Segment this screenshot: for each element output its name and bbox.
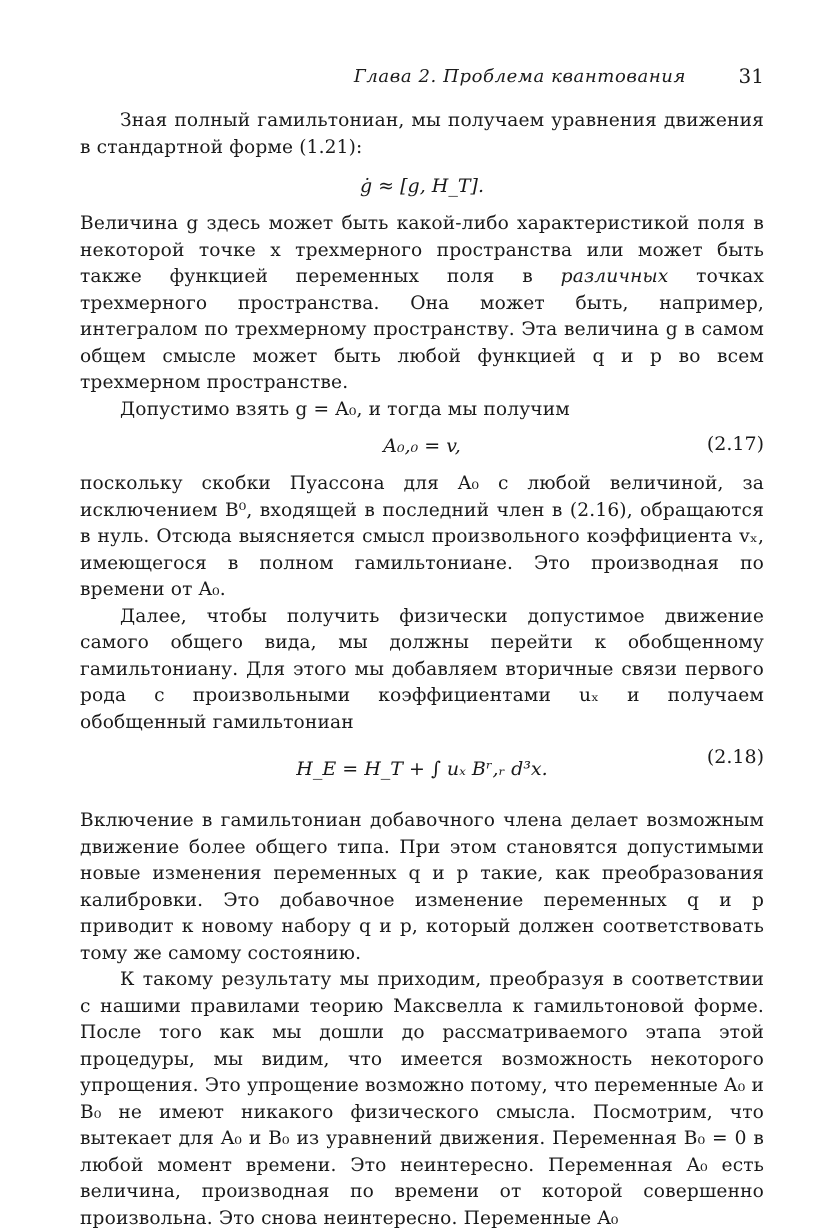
formula-text: ġ ≈ [g, H_T].: [359, 175, 484, 197]
equation-number: (2.18): [706, 746, 764, 768]
paragraph-2: [80, 211, 764, 397]
formula-poisson-bracket: [80, 169, 764, 203]
paragraph-2-part-b: точках трехмерного пространства. Она может быть, например, интегралом по трехмерному пространству. Эта величина g в самом общем смысле может быть любой функцией q и p во всем трехмерном пространстве.: [80, 266, 765, 393]
paragraph-5: Далее, чтобы получить физически допустимое движение самого общего вида, мы должны перейти к обобщенному гамильтониану. Для этого мы добавляем вторичные связи первого рода с произвольными коэффициентами uₓ и получаем обобщенный гамильтониан: [80, 605, 764, 733]
page-body: [80, 108, 764, 1232]
paragraph-4: поскольку скобки Пуассона для A₀ с любой величиной, за исключением B⁰, входящей в последний член в (2.16), обращаются в нуль. Отсюда выясняется смысл произвольного коэффициента vₓ, имеющегося в полном гамильтониане. Это производная по времени от A₀.: [80, 473, 764, 600]
equation-2-18: [80, 744, 764, 800]
paragraph-2-emphasis: различных: [560, 266, 669, 287]
page-number: 31: [738, 64, 764, 88]
paragraph-6: Включение в гамильтониан добавочного члена делает возможным движение более общего типа. При этом становятся допустимыми новые изменения переменных q и p такие, как преобразования калибровки. Это добавочное изменение переменных q и p приводит к новому набору q и p, который должен соответствовать тому же самому состоянию.: [80, 810, 764, 964]
page-header: [80, 64, 764, 92]
paragraph-3: Допустимо взять g = A₀, и тогда мы получим: [120, 398, 570, 420]
paragraph-2-part-a: Величина g здесь может быть какой-либо характеристикой поля в некоторой точке x трехмерного пространства или может быть также функцией переменных поля в: [80, 213, 764, 287]
paragraph-1: Зная полный гамильтониан, мы получаем уравнения движения в стандартной форме (1.21):: [80, 110, 764, 158]
equation-number: (2.17): [706, 433, 764, 455]
paragraph-7: К такому результату мы приходим, преобразуя в соответствии с нашими правилами теорию Максвелла к гамильтоновой форме. После того как мы дошли до рассматриваемого этапа этой процедуры, мы видим, что имеется возможность некоторого упрощения. Это упрощение возможно потому, что переменные A₀ и B₀ не имеют никакого физического смысла. Посмотрим, что вытекает для A₀ и B₀ из уравнений движения. Переменная B₀ = 0 в любой момент времени. Это неинтересно. Переменная A₀ есть величина, производная по времени от которой совершенно произвольна. Это снова неинтересно. Переменные A₀: [80, 969, 764, 1229]
formula-text: H_E = H_T + ∫ uₓ Bʳ,ᵣ d³x.: [296, 758, 548, 780]
equation-2-17: [80, 431, 764, 463]
formula-text: A₀,₀ = v,: [383, 435, 461, 457]
running-title: Глава 2. Проблема квантования: [353, 66, 686, 87]
